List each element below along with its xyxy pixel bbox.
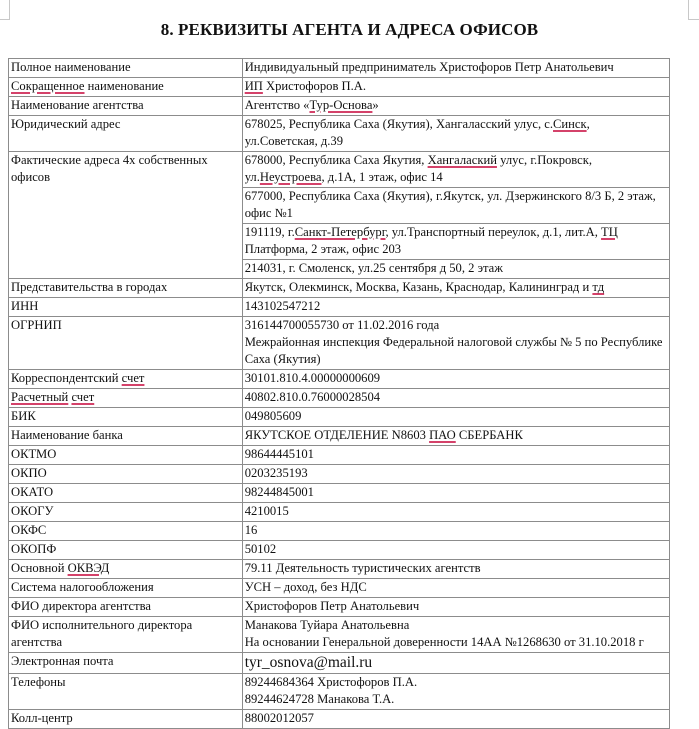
office-address [242, 152, 669, 188]
table-row-bik [9, 408, 670, 427]
row-label: Представительства в городах [9, 279, 243, 298]
table-row-okved [9, 560, 670, 579]
row-label: ОКФС [9, 522, 243, 541]
spellcheck-word[interactable]: ПАО [429, 428, 456, 442]
row-label: Телефоны [9, 674, 243, 710]
value-text: 678025, Республика Саха (Якутия), Хангаласский улус, с. [244, 117, 554, 131]
table-row-exec-director [9, 617, 670, 653]
table-row-short-name [9, 78, 670, 97]
value-text: Христофоров П.А. [262, 79, 367, 93]
table-row-bank-name [9, 427, 670, 446]
section-title: 8. РЕКВИЗИТЫ АГЕНТА И АДРЕСА ОФИСОВ [160, 20, 539, 39]
spellcheck-word[interactable]: ИП [244, 79, 263, 93]
row-value: УСН – доход, без НДС [242, 579, 669, 598]
row-label: ОКОГУ [9, 503, 243, 522]
value-text: , ул.Транспортный переулок, д.1, лит.А, [385, 225, 602, 239]
row-label: Фактические адреса 4х собственных офисов [9, 152, 243, 279]
table-row-director [9, 598, 670, 617]
spellcheck-word[interactable]: счет [71, 390, 95, 404]
table-row-okato [9, 484, 670, 503]
table-row-email [9, 653, 670, 674]
table-row-phones [9, 674, 670, 710]
row-value [242, 78, 669, 97]
value-text: Агентство « [244, 98, 310, 112]
label-text: Корреспондентский [11, 371, 122, 385]
page-corner-mark-left [0, 0, 10, 20]
value-text: , ул.Советская, д.39 [244, 117, 590, 148]
page-corner-mark-right [688, 0, 699, 20]
spellcheck-word[interactable]: счет [121, 371, 145, 385]
row-label: ОКОПФ [9, 541, 243, 560]
office-address [242, 224, 669, 260]
row-value [242, 97, 669, 116]
row-label [9, 370, 243, 389]
row-value [242, 279, 669, 298]
spellcheck-word[interactable]: Расчетный [11, 390, 69, 404]
spellcheck-word[interactable]: ОКВЭД [67, 561, 110, 575]
value-text: 191119, г. [244, 225, 295, 239]
row-value: 30101.810.4.00000000609 [242, 370, 669, 389]
row-value [242, 427, 669, 446]
value-text: ЯКУТСКОЕ ОТДЕЛЕНИЕ N8603 [244, 428, 430, 442]
row-label [9, 560, 243, 579]
table-row-representations [9, 279, 670, 298]
row-value: 79.11 Деятельность туристических агентств [242, 560, 669, 579]
row-value: Индивидуальный предприниматель Христофоров Петр Анатольевич [242, 59, 669, 78]
row-label: Наименование агентства [9, 97, 243, 116]
value-text: Платформа, 2 этаж, офис 203 [244, 242, 402, 256]
spellcheck-word[interactable]: Тур-Основа [309, 98, 373, 112]
table-row-settlement-account [9, 389, 670, 408]
row-label: Юридический адрес [9, 116, 243, 152]
row-value: 4210015 [242, 503, 669, 522]
spellcheck-word[interactable]: тд [592, 280, 605, 294]
row-value: 40802.810.0.76000028504 [242, 389, 669, 408]
spellcheck-word[interactable]: Синск [553, 117, 587, 131]
row-value: 50102 [242, 541, 669, 560]
table-row-ogrnip [9, 317, 670, 370]
label-text: Основной [11, 561, 68, 575]
spellcheck-word[interactable]: Хангалаский [427, 153, 497, 167]
table-row-legal-address [9, 116, 670, 152]
row-label: Полное наименование [9, 59, 243, 78]
row-value: 049805609 [242, 408, 669, 427]
row-value: 89244684364 Христофоров П.А. 89244624728 Манакова Т.А. [242, 674, 669, 710]
table-row-oktmo [9, 446, 670, 465]
row-label: БИК [9, 408, 243, 427]
row-value: Манакова Туйара Анатольевна На основании Генеральной доверенности 14АА №1268630 от 31.10.2018 г [242, 617, 669, 653]
value-text: 678000, Республика Саха Якутия, [244, 153, 428, 167]
email-link[interactable]: tyr_osnova@mail.ru [242, 653, 669, 674]
value-text: » [372, 98, 379, 112]
requisites-table [8, 58, 670, 729]
table-row-call-center [9, 710, 670, 729]
value-text: Якутск, Олекминск, Москва, Казань, Краснодар, Калининград и [244, 280, 593, 294]
row-label: Наименование банка [9, 427, 243, 446]
label-text: наименование [84, 79, 164, 93]
value-text: , д.1А, 1 этаж, офис 14 [321, 170, 443, 184]
row-value [242, 116, 669, 152]
spellcheck-word[interactable]: Неустроева [259, 170, 322, 184]
table-row-agency-name [9, 97, 670, 116]
spellcheck-word[interactable]: Сокращенное [11, 79, 85, 93]
row-value: 98244845001 [242, 484, 669, 503]
row-value: 143102547212 [242, 298, 669, 317]
spellcheck-word[interactable]: Санкт-Петербург [294, 225, 386, 239]
row-label [9, 78, 243, 97]
row-label: ИНН [9, 298, 243, 317]
row-value: 0203235193 [242, 465, 669, 484]
table-row-okopf [9, 541, 670, 560]
row-value: Христофоров Петр Анатольевич [242, 598, 669, 617]
table-row-okfs [9, 522, 670, 541]
row-label: ОГРНИП [9, 317, 243, 370]
table-row-okogu [9, 503, 670, 522]
office-address: 677000, Республика Саха (Якутия), г.Якутск, ул. Дзержинского 8/3 Б, 2 этаж, офис №1 [242, 188, 669, 224]
value-text: улус, г.Покровск, ул. [244, 153, 593, 184]
office-address: 214031, г. Смоленск, ул.25 сентября д 50, 2 этаж [242, 260, 669, 279]
row-value: 88002012057 [242, 710, 669, 729]
row-label: ФИО директора агентства [9, 598, 243, 617]
table-row-full-name [9, 59, 670, 78]
row-label: ОКПО [9, 465, 243, 484]
row-label: Система налогообложения [9, 579, 243, 598]
row-value: 316144700055730 от 11.02.2016 года Межрайонная инспекция Федеральной налоговой службы № 5 по Республике Саха (Якутия) [242, 317, 669, 370]
row-label: Электронная почта [9, 653, 243, 674]
row-label: Колл-центр [9, 710, 243, 729]
table-row-actual-address-1 [9, 152, 670, 188]
table-row-corr-account [9, 370, 670, 389]
row-label: ОКАТО [9, 484, 243, 503]
row-label: ФИО исполнительного директора агентства [9, 617, 243, 653]
row-label: ОКТМО [9, 446, 243, 465]
value-text: СБЕРБАНК [455, 428, 523, 442]
row-value: 16 [242, 522, 669, 541]
table-row-tax-system [9, 579, 670, 598]
row-label [9, 389, 243, 408]
spellcheck-word[interactable]: ТЦ [601, 225, 618, 239]
table-row-okpo [9, 465, 670, 484]
row-value: 98644445101 [242, 446, 669, 465]
table-row-inn [9, 298, 670, 317]
